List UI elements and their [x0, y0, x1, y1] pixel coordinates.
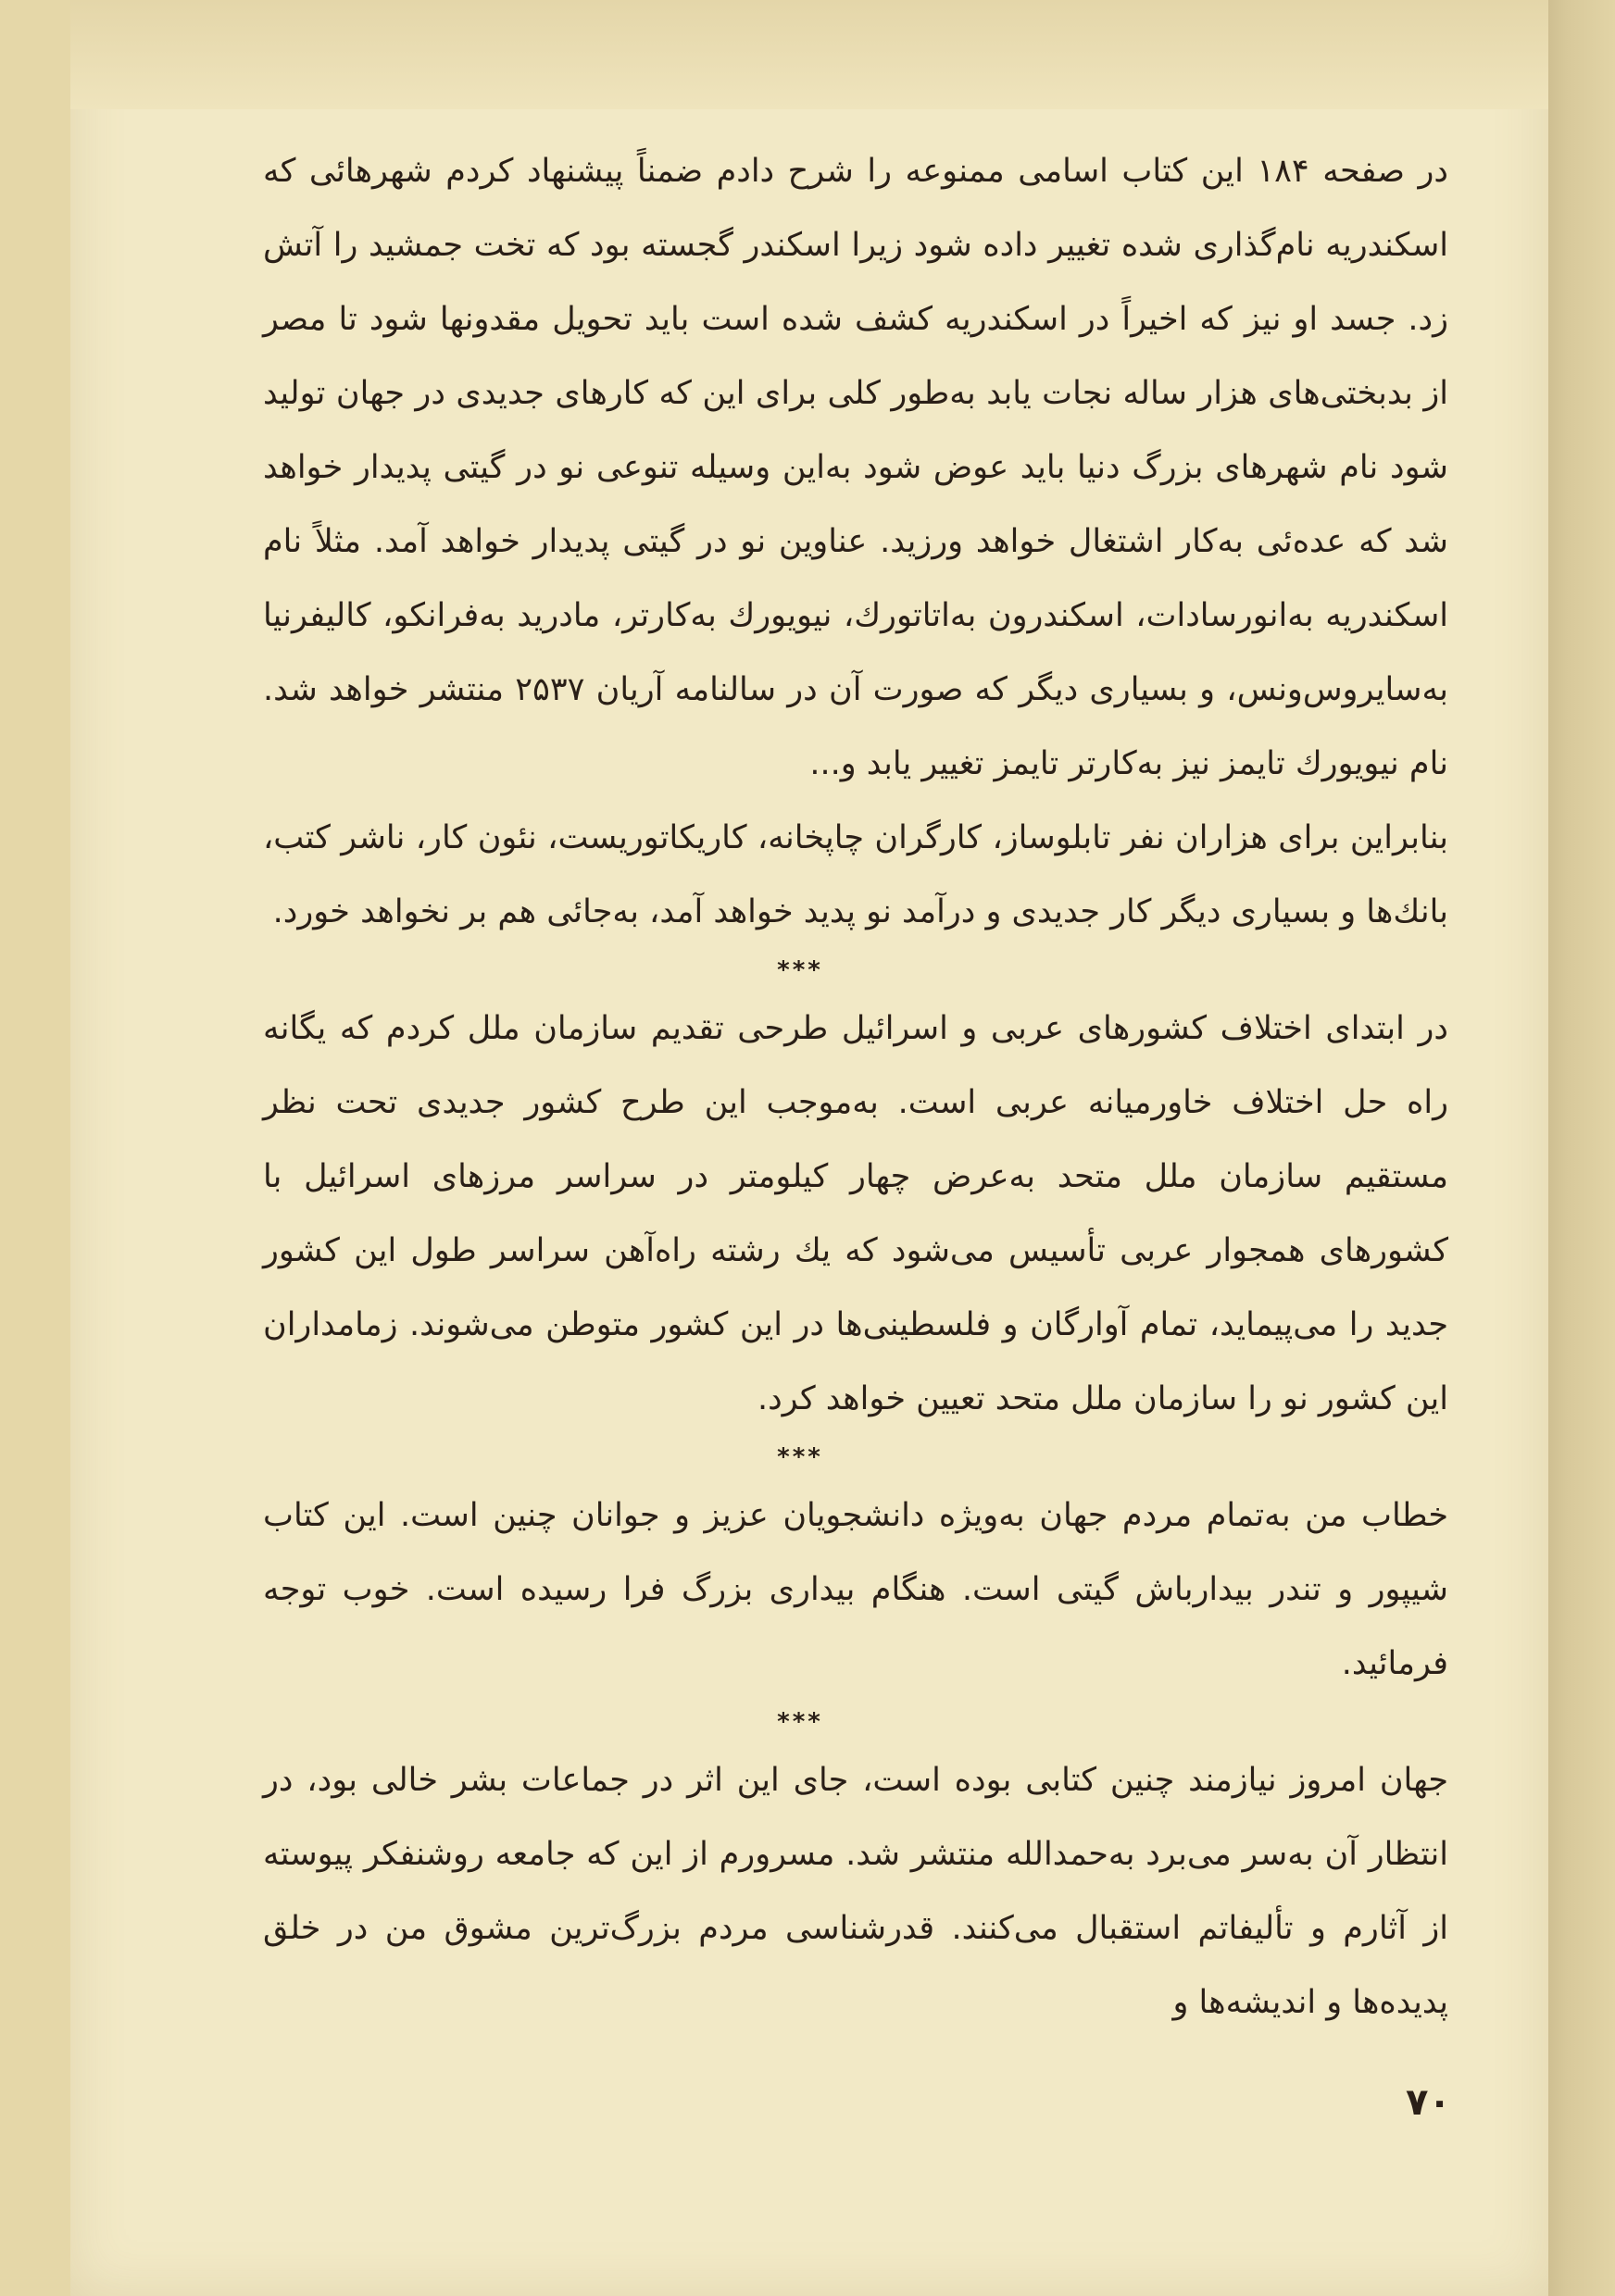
paragraph-renaming-cities: در صفحه ۱۸۴ این کتاب اسامی ممنوعه را شرح دادم ضمناً پیشنهاد کردم شهرهائی که اسکندریه نام‌گذاری شده تغییر داده شود زیرا اسکندر گجسته بود که تخت جمشید را آتش زد. جسد او نیز که اخیراً در اسکندریه کشف شده است باید تحویل مقدونها شود تا مصر از بدبختی‌های هزار ساله نجات یابد به‌طور کلی برای این که کارهای جدیدی در جهان تولید شود نام شهرهای بزرگ دنیا باید عوض شود به‌این وسیله تنوعی نو در گیتی پدیدار خواهد شد که عده‌ئی به‌کار اشتغال خواهد ورزید. عناوین نو در گیتی پدیدار خواهد آمد. مثلاً نام اسکندریه به‌انورسادات، اسکندرون به‌اتاتورك، نیویورك به‌کارتر، مادرید به‌فرانکو، کالیفرنیا به‌سایروس‌ونس، و بسیاری دیگر که صورت آن در سالنامه آریان ۲۵۳۷ منتشر خواهد شد. نام نیویورك تایمز نیز به‌کارتر تایمز تغییر یابد و... — [263, 153, 1449, 782]
section-separator: *** — [777, 1708, 823, 1736]
paragraph-new-jobs: بنابراین برای هزاران نفر تابلوساز، کارگران چاپخانه، کاریکاتوریست، نئون کار، ناشر کتب، بانك‌ها و بسیاری دیگر کار جدیدی و درآمد نو پدید خواهد آمد، به‌جائی هم بر نخواهد خورد. — [263, 819, 1448, 930]
paragraph-address-to-world: خطاب من به‌تمام مردم جهان به‌ویژه دانشجویان عزیز و جوانان چنین است. این کتاب شیپور و تندر بیدارباش گیتی است. هنگام بیداری بزرگ فرا رسیده است. خوب توجه فرمائید. — [263, 1497, 1448, 1682]
paragraph-world-needs-book: جهان امروز نیازمند چنین کتابی بوده است، جای این اثر در جماعات بشر خالی بود، در انتظار آن به‌سر می‌برد به‌حمدالله منتشر شد. مسرورم از این که جامعه روشنفکر پیوسته از آثارم و تألیفاتم استقبال می‌کنند. قدرشناسی مردم بزرگ‌ترین مشوق من در خلق پدیده‌ها و اندیشه‌ها و — [263, 1762, 1448, 2021]
section-separator: *** — [777, 956, 823, 984]
book-page — [70, 0, 1548, 2296]
page-number: ۷۰ — [1406, 2081, 1451, 2124]
page-top-edge — [70, 0, 1548, 109]
page-text — [263, 134, 1448, 2040]
book-spine — [1537, 0, 1615, 2296]
section-separator: *** — [777, 1443, 823, 1471]
paragraph-middle-east-plan: در ابتدای اختلاف کشورهای عربی و اسرائیل طرحی تقدیم سازمان ملل کردم که یگانه راه حل اختلاف خاورمیانه عربی است. به‌موجب این طرح کشور جدیدی تحت نظر مستقیم سازمان ملل متحد به‌عرض چهار کیلومتر در سراسر مرزهای اسرائیل با کشورهای همجوار عربی تأسیس می‌شود که یك رشته راه‌آهن سراسر طول این کشور جدید را می‌پیماید، تمام آوارگان و فلسطینی‌ها در این کشور متوطن می‌شوند. زمامداران این کشور نو را سازمان ملل متحد تعیین خواهد کرد. — [263, 1010, 1448, 1417]
